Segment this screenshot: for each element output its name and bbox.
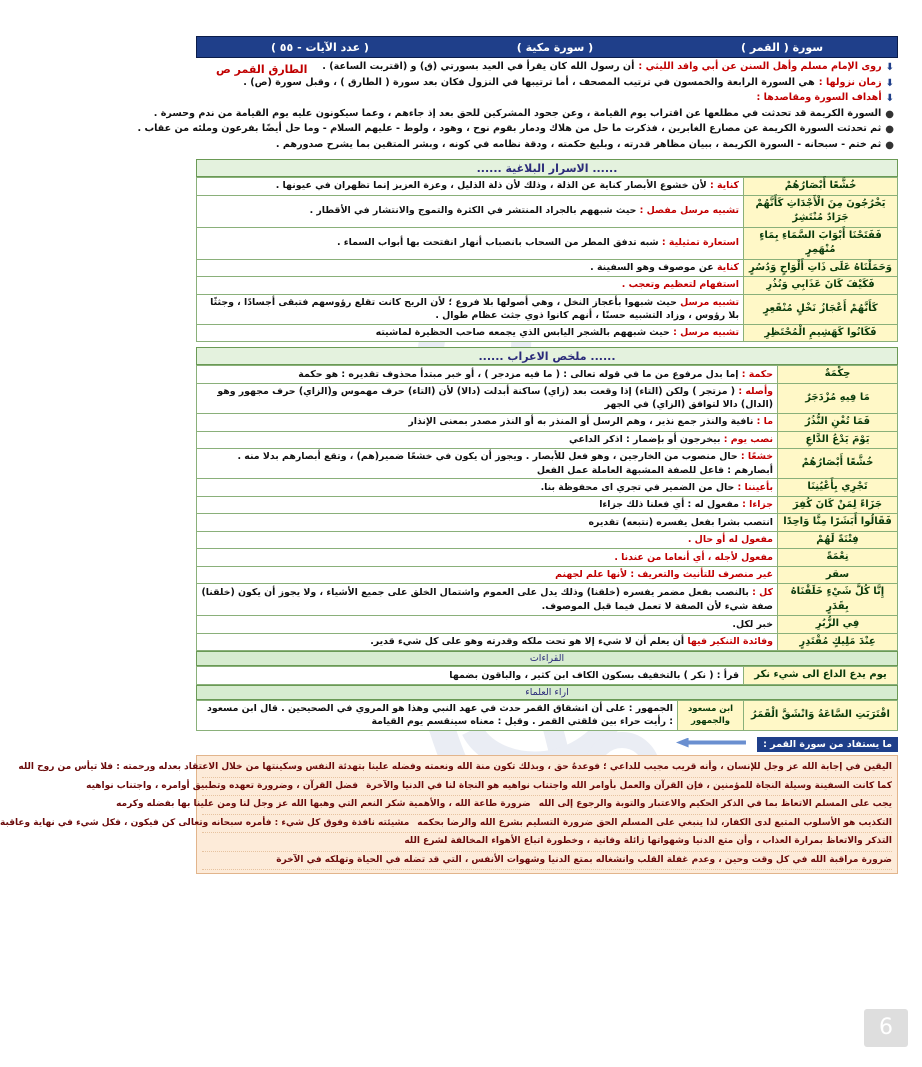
qiraat-text: قرأ : ( نكر ) بالتخفيف بسكون الكاف ابن كثير ، والباقون بضمها	[197, 667, 744, 685]
irab-explanation: نافية والنذر جمع نذير ، وهم الرسل أو المنذر به أو النذر مصدر بمعنى الإنذار	[408, 416, 754, 428]
irab-explanation: بيخرجون أو بإضمار : اذكر الداعي	[568, 433, 721, 445]
lesson-row	[18, 759, 892, 778]
irab-detail	[197, 584, 778, 616]
rhetoric-detail	[197, 294, 744, 324]
rhetoric-device: كناية	[716, 261, 739, 273]
rhetoric-phrase: وَحَمَلْنَاهُ عَلَى ذَاتِ أَلْوَاحٍ وَدُسُرٍ	[744, 259, 898, 277]
order-tag: الطارق القمر ص	[216, 63, 308, 76]
apple-bullet-icon: ●	[885, 108, 894, 120]
lessons-box	[0, 755, 898, 874]
irab-detail	[197, 566, 778, 584]
irab-detail	[197, 531, 778, 549]
irab-word: يَوْمَ يَدْعُ الدَّاعِ	[778, 431, 898, 449]
scholars-who: ابن مسعود والجمهور	[678, 700, 744, 730]
irab-word: عِنْدَ مَلِيكٍ مُقْتَدِرٍ	[778, 633, 898, 651]
irab-detail	[197, 431, 778, 449]
table-row	[197, 414, 898, 432]
irab-explanation: مفعول له : أي فعلنا ذلك جزاءا	[599, 499, 739, 511]
rhetoric-phrase: يَخْرُجُونَ مِنَ الْأَجْدَاثِ كَأَنَّهُمْ جَرَادٌ مُنْتَشِرٌ	[744, 195, 898, 227]
irab-word: تَجْرِي بِأَعْيُنِنَا	[778, 479, 898, 497]
irab-word: فَقَالُوا أَبَشَرًا مِنَّا وَاحِدًا	[778, 514, 898, 532]
irab-explanation: بالنصب بفعل مضمر يفسره (خلقنا) وذلك يدل على العموم واشتمال الخلق على جميع الأشياء ، ولا يجوز أن يكون (خلقنا) صفة شيء لأن الصفة لا تعمل فيما قبل الموصوف.	[201, 587, 773, 612]
scholars-phrase: اقْتَرَبَتِ السَّاعَةُ وَانْشَقَّ الْقَمَرُ	[744, 700, 898, 730]
irab-explanation: حال من الضمير في تجري اى محفوظة بنا.	[540, 481, 735, 493]
rhetoric-explanation: حيث شبههم بالجراد المنتشر في الكثرة والتموج والانتشار في الأقطار .	[309, 205, 637, 217]
irab-word: فَمَا تُغْنِ النُّذُرُ	[778, 414, 898, 432]
rhetoric-explanation: حيث شبهوا بأعجاز النخل ، وهي أصولها بلا فروع ؛ لأن الريح كانت تقلع رؤوسهم فتبقى أجسادًا ، وجثثًا بلا رؤوس ، وزاد التشبيه حسنًا ، أنهم كانوا ذوي جثث عظام طوال .	[210, 296, 739, 322]
irab-tag: ما :	[756, 416, 773, 428]
irab-title: ...... ملخص الاعراب ......	[196, 347, 898, 365]
scholars-title: اراء العلماء	[196, 685, 898, 700]
irab-word: مَا فِيهِ مُزْدَجَرٌ	[778, 383, 898, 413]
irab-tag: خشعًا :	[740, 451, 773, 462]
table-row	[197, 294, 898, 324]
table-row	[197, 259, 898, 277]
rhetoric-phrase: فَكَانُوا كَهَشِيمِ الْمُحْتَظِرِ	[744, 324, 898, 342]
lesson-item: ضرورة مراقبة الله في كل وقت وحين ، وعدم غفلة القلب وانشغاله بمتع الدنيا وشهوات الأنفس ، التي قد تضله في الحياة وتهلكه في الآخرة	[276, 854, 892, 865]
irab-explanation: ( مزتجر ) ولكن (التاء) إذا وقعت بعد (زاي) ساكنة أبدلت (دالا) لأن (التاء) حرف مهموس و(الزاي) حرف مجهور وهو (الدال) دالا لتوافق (الزاي) في الجهر	[217, 385, 773, 411]
rhetoric-explanation: حيث شبههم بالشجر اليابس الذي يجمعه صاحب الحظيرة لماشيته	[375, 327, 670, 339]
irab-word: نِعْمَةً	[778, 549, 898, 567]
verse-count: ( عدد الآيات - ٥٥ )	[270, 40, 369, 54]
table-row	[197, 566, 898, 584]
intro-label-1: روى الإمام مسلم وأهل السنن عن أبي واقد الليثي :	[638, 61, 882, 73]
table-row	[197, 366, 898, 384]
rhetoric-phrase: فَفَتَحْنَا أَبْوَابَ السَّمَاءِ بِمَاءٍ مُنْهَمِرٍ	[744, 227, 898, 259]
irab-tag: كل :	[752, 587, 773, 599]
rhetoric-explanation: شبه تدفق المطر من السحاب بانصباب أنهار انفتحت بها أبواب السماء .	[336, 237, 659, 249]
table-row	[197, 616, 898, 634]
worksheet-page	[0, 36, 898, 1000]
irab-word: إِنَّا كُلَّ شَيْءٍ خَلَقْنَاهُ بِقَدَرٍ	[778, 584, 898, 616]
irab-tag: مفعول له أو حال .	[687, 534, 773, 546]
goal-3	[200, 138, 894, 154]
irab-word: خُشَّعًا أَبْصَارُهُمْ	[778, 449, 898, 479]
goal-text-1: السورة الكريمة قد تحدثت في مطلعها عن اقتراب يوم القيامة ، وعن جحود المشركين للحق بعد إذ جاءهم ، وعما سيكونون عليه يوم القيامة من ندم وحسرة .	[153, 107, 882, 119]
irab-detail	[197, 479, 778, 497]
rhetoric-table	[196, 177, 898, 342]
rhetoric-device: كناية :	[709, 180, 739, 192]
surah-name: سورة ( القمر )	[740, 40, 824, 54]
rhetoric-device: استفهام لتعظيم وتعجب .	[621, 279, 739, 291]
rhetoric-detail	[197, 324, 744, 342]
irab-detail	[197, 496, 778, 514]
rhetoric-detail	[197, 195, 744, 227]
table-row	[197, 633, 898, 651]
lesson-item: التكذيب هو الأسلوب المتبع لدى الكفار، لذا ينبغي على المسلم الحق ضرورة التسليم بشرع الله والرضا بحكمه	[417, 817, 892, 828]
rhetoric-detail	[197, 277, 744, 295]
table-row	[197, 531, 898, 549]
irab-detail	[197, 616, 778, 634]
irab-detail	[197, 383, 778, 413]
lesson-row	[202, 833, 892, 852]
lesson-item: مشيئته نافذة وفوق كل شيء : فأمره سبحانه وتعالى كن فيكون ، فكل شيء في نهاية وعاقبة	[0, 817, 410, 828]
rhetoric-detail	[197, 259, 744, 277]
apple-bullet-icon: ●	[885, 124, 894, 135]
rhetoric-device: تشبيه مرسل	[680, 296, 739, 308]
lesson-row	[86, 778, 892, 797]
lesson-item: اليقين في إجابة الله عز وجل للإنسان ، وأنه قريب مجيب للداعي ؛ فوعدهُ حق ، وبذلك تكون منة الله ونعمته وفضله علينا بتهدئة النفس وسكينتها من خلال الاعتقاد بعدله ورحمته : فلا تيأس من روح الله	[18, 762, 892, 772]
arrow-bullet-icon: ⬇	[885, 77, 894, 89]
table-row	[197, 227, 898, 259]
table-row	[197, 700, 898, 730]
scholars-table	[196, 700, 898, 731]
rhetoric-title: ...... الاسرار البلاغية ......	[196, 159, 898, 177]
table-row	[197, 383, 898, 413]
table-row	[197, 667, 898, 685]
irab-word: جَزَاءً لِمَنْ كَانَ كُفِرَ	[778, 496, 898, 514]
irab-tag: بأعيننا :	[737, 481, 773, 493]
arrow-left-icon	[676, 738, 746, 748]
irab-tag: نصب يوم :	[723, 433, 773, 445]
rhetoric-phrase: كَأَنَّهُمْ أَعْجَازُ نَخْلٍ مُنْقَعِرٍ	[744, 294, 898, 324]
lesson-row	[116, 796, 892, 815]
table-row	[197, 584, 898, 616]
intro-text-2: هي السورة الرابعة والخمسون في ترتيب المصحف ، أما ترتيبها في النزول فكان بعد سورة ( الطارق ) ، وقبل سورة (ص) .	[243, 76, 815, 88]
lesson-row	[0, 815, 892, 834]
page-number: 6	[864, 1009, 908, 1047]
intro-label-3: أهداف السورة ومقاصدها :	[756, 92, 882, 104]
irab-explanation: أن يعلم أن لا شيء إلا هو تحت ملكه وقدرته وهو على كل شيء قدير.	[370, 636, 685, 648]
irab-tag: جزاءا :	[742, 499, 773, 511]
irab-tag: حكمة :	[741, 368, 773, 380]
table-row	[197, 178, 898, 196]
table-row	[197, 549, 898, 567]
rhetoric-explanation: عن موصوف وهو السفينة .	[590, 261, 714, 273]
irab-detail	[197, 514, 778, 532]
arrow-bullet-icon: ⬇	[885, 93, 894, 104]
lesson-item: فضل القرآن ، وضرورة تعهده وتطبيق أوامره ، واجتناب نواهيه	[86, 780, 359, 791]
irab-tag: غير منصرف للتأنيث والتعريف : لأنها علم لجهنم	[555, 569, 773, 581]
irab-word: فِتْنَةً لَهُمْ	[778, 531, 898, 549]
intro-line-3	[200, 91, 894, 107]
qiraat-title: القراءات	[196, 651, 898, 666]
lesson-item: التذكر والاتعاظ بمرارة العذاب ، وأن متع الدنيا وشهواتها زائلة وفانية ، وخطورة اتباع الأهواء المخالفة لشرع الله	[404, 836, 892, 847]
rhetoric-detail	[197, 227, 744, 259]
rhetoric-device: تشبيه مرسل :	[673, 327, 739, 339]
lesson-row	[202, 852, 892, 871]
goal-text-3: ثم ختم - سبحانه - السورة الكريمة ، ببيان مظاهر قدرته ، وبليغ حكمته ، ودقة نظامه في كونه ، وبشر المتقين بما يشرح صدورهم .	[275, 138, 882, 150]
table-row	[197, 277, 898, 295]
irab-tag: مفعول لأجله ، أي أنعاما من عندنا .	[614, 551, 773, 563]
rhetoric-detail	[197, 178, 744, 196]
irab-detail	[197, 549, 778, 567]
goal-text-2: ثم تحدثت السورة الكريمة عن مصارع الغابرين ، فذكرت ما حل من هلاك ودمار بقوم نوح ، وهود ، ولوط - عليهم السلام - وما حل أيضًا بفرعون وملئه من عقاب .	[137, 123, 882, 135]
irab-table	[196, 365, 898, 651]
irab-word: فِي الزُّبُرِ	[778, 616, 898, 634]
irab-explanation: خبر لكل.	[732, 618, 773, 630]
irab-explanation: إما بدل مرفوع من ما في قوله تعالى : ( ما فيه مزدجر ) ، أو خبر مبتدأ محذوف تقديره : هو حكمة	[298, 368, 739, 380]
irab-explanation: انتصب بشرا بفعل يفسره (نتبعه) تقديره	[588, 516, 773, 528]
irab-tag: وفائدة التنكير فيها	[687, 636, 773, 648]
qiraat-phrase: يوم يدع الداع الى شيء نكر	[744, 667, 898, 685]
goal-2	[137, 122, 894, 138]
rhetoric-phrase: فَكَيْفَ كَانَ عَذَابِي وَنُذُرِ	[744, 277, 898, 295]
surah-type: ( سورة مكية )	[516, 40, 594, 54]
rhetoric-explanation: لأن خشوع الأبصار كناية عن الذلة ، وذلك لأن ذلة الذليل ، وعزة العزيز إنما تظهران في عيونها .	[275, 180, 707, 192]
table-row	[197, 195, 898, 227]
irab-tag: وأصله :	[738, 385, 773, 397]
goal-1	[153, 107, 894, 123]
intro-text-1: أن رسول الله كان يقرأ في العيد بسورتي (ق) و (اقتربت الساعة) .	[322, 61, 635, 73]
irab-detail	[197, 366, 778, 384]
lessons-title: ما يستفاد من سورة القمر :	[757, 737, 898, 752]
scholars-text: الجمهور : على أن انشقاق القمر حدث في عهد النبي وهذا هو المروي في الصحيحين . قال ابن مسعود : رأيت حراء بين فلقتي القمر . وقيل : معناه سينقسم يوم القيامة	[197, 700, 678, 730]
rhetoric-device: تشبيه مرسل مفصل :	[639, 205, 739, 217]
table-row	[197, 431, 898, 449]
table-row	[197, 449, 898, 479]
intro-section	[137, 58, 898, 155]
lesson-item: يجب على المسلم الاتعاظ بما في الذكر الحكيم والاعتبار والتوبة والرجوع إلى الله	[538, 799, 892, 810]
irab-word: حِكْمَةٌ	[778, 366, 898, 384]
irab-explanation: حال منصوب من الخارجين ، وهو فعل للأبصار . ويجوز أن يكون في خشعًا ضمير(هم) ، وتقع أبصارهم بدلا منه . أبصارهم : فاعل للصفة المشبهة العاملة عمل الفعل	[237, 451, 773, 476]
table-row	[197, 514, 898, 532]
lesson-item: كما كانت السفينة وسيلة النجاة للمؤمنين ، فإن القرآن والعمل بأوامر الله واجتناب نواهيه هو النجاة لنا في الدنيا والآخرة	[366, 780, 892, 791]
irab-detail	[197, 414, 778, 432]
irab-word: سقر	[778, 566, 898, 584]
rhetoric-phrase: خُشَّعًا أَبْصَارُهُمْ	[744, 178, 898, 196]
apple-bullet-icon: ●	[885, 139, 894, 151]
irab-detail	[197, 633, 778, 651]
table-row	[197, 324, 898, 342]
intro-label-2: زمان نزولها :	[818, 76, 882, 88]
table-row	[197, 479, 898, 497]
irab-detail	[197, 449, 778, 479]
lesson-item: ضرورة طاعة الله ، والأهمية شكر النعم التي وهبها الله عز وجل لنا ومن علينا بها بفضله وكرمه	[116, 799, 531, 810]
qiraat-table	[196, 666, 898, 685]
rhetoric-device: استعارة تمثيلية :	[661, 237, 739, 249]
surah-header-bar	[196, 36, 898, 58]
arrow-bullet-icon: ⬇	[885, 62, 894, 73]
table-row	[197, 496, 898, 514]
